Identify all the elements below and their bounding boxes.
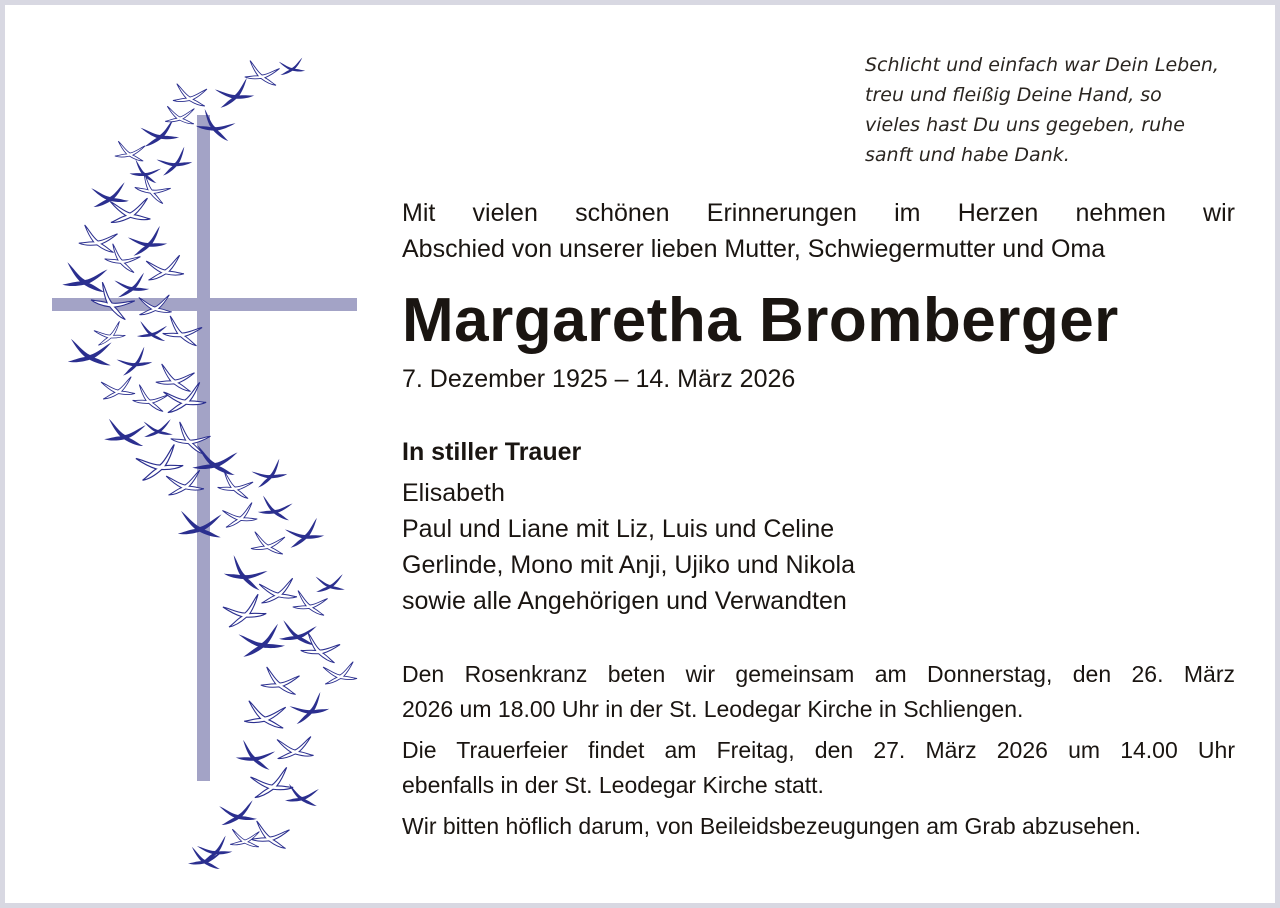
- mourner-line: Paul und Liane mit Liz, Luis und Celine: [402, 515, 835, 543]
- rosary-info: [402, 657, 1235, 727]
- dove-icon: [218, 800, 257, 825]
- dove-icon: [114, 272, 150, 297]
- dove-icon: [289, 692, 330, 725]
- dove-icon: [245, 60, 281, 85]
- service-info: [402, 657, 1235, 844]
- dove-icon: [145, 255, 184, 280]
- dove-icon: [315, 574, 345, 592]
- dove-icon: [244, 701, 287, 729]
- mourner-line: Elisabeth: [402, 479, 505, 507]
- mourners-list: [402, 475, 1235, 619]
- dove-icon: [278, 58, 305, 76]
- intro-line-2: Abschied von unserer lieben Mutter, Schwiegermutter und Oma: [402, 235, 1106, 263]
- dove-icon: [133, 384, 169, 411]
- dove-icon: [79, 225, 119, 253]
- main-text: [402, 195, 1235, 850]
- dove-icon: [135, 444, 184, 481]
- dove-icon: [251, 532, 286, 555]
- dove-icon: [222, 594, 266, 627]
- dove-icon: [104, 419, 147, 447]
- dove-icon: [105, 243, 142, 272]
- dove-icon: [156, 364, 196, 392]
- dove-icon: [165, 106, 195, 124]
- dove-icon: [258, 495, 294, 520]
- dove-icon: [230, 829, 260, 847]
- cross-icon: [52, 115, 357, 781]
- dove-icon: [163, 316, 203, 346]
- dove-icon: [261, 667, 301, 695]
- rosary-line-2: 2026 um 18.00 Uhr in der St. Leodegar Kirche in Schliengen.: [402, 696, 1024, 722]
- dove-icon: [218, 471, 254, 498]
- dove-icon: [237, 624, 285, 658]
- dove-icon: [322, 662, 357, 685]
- dove-icon: [284, 518, 324, 548]
- mourner-line: Gerlinde, Mono mit Anji, Ujiko und Nikola: [402, 551, 855, 579]
- dove-icon: [143, 419, 173, 437]
- dove-icon: [100, 377, 135, 400]
- dove-icon: [249, 767, 293, 798]
- dove-icon: [276, 736, 314, 758]
- dove-icon: [116, 346, 153, 375]
- dove-icon: [236, 740, 276, 770]
- dove-icon: [93, 321, 125, 345]
- funeral-line-1: Die Trauerfeier findet am Freitag, den 27. März 2026 um 14.00 Uhr: [402, 737, 1235, 763]
- dove-icon: [173, 84, 208, 107]
- dove-icon: [62, 262, 109, 292]
- life-dates: 7. Dezember 1925 – 14. März 2026: [402, 365, 796, 393]
- dove-icon: [140, 119, 180, 147]
- intro-line-1: Mit vielen schönen Erinnerungen im Herzen nehmen wir: [402, 199, 1235, 227]
- dove-icon: [135, 173, 172, 204]
- dove-icon: [90, 182, 129, 207]
- dove-icon: [258, 578, 297, 603]
- dove-icon: [222, 502, 258, 527]
- condolence-request: [402, 809, 1235, 844]
- dove-icon: [109, 198, 150, 223]
- mourner-line: sowie alle Angehörigen und Verwandten: [402, 587, 847, 615]
- dove-icon: [137, 321, 168, 341]
- funeral-line-2: ebenfalls in der St. Leodegar Kirche statt.: [402, 772, 824, 798]
- verse: Schlicht und einfach war Dein Leben, treu und fleißig Deine Hand, so vieles hast Du uns gegeben, ruhe sanft und habe Dank.: [865, 54, 1219, 166]
- dove-icon: [214, 78, 254, 108]
- dove-icon: [115, 141, 146, 161]
- dove-icon: [251, 458, 288, 487]
- dove-icon: [68, 339, 113, 366]
- deceased-name: Margaretha Bromberger: [402, 286, 1119, 355]
- request-line: Wir bitten höflich darum, von Beileidsbezeugungen am Grab abzusehen.: [402, 813, 1141, 839]
- dove-icon: [293, 590, 329, 615]
- funeral-info: [402, 733, 1235, 803]
- cross-with-doves-artwork: [40, 45, 380, 885]
- rosary-line-1: Den Rosenkranz beten wir gemeinsam am Donnerstag, den 26. März: [402, 661, 1235, 687]
- mourning-title: In stiller Trauer: [402, 438, 582, 466]
- dove-icon: [301, 633, 341, 663]
- intro-text: [402, 195, 1235, 267]
- dove-icon: [156, 146, 193, 175]
- dove-icon: [127, 226, 167, 256]
